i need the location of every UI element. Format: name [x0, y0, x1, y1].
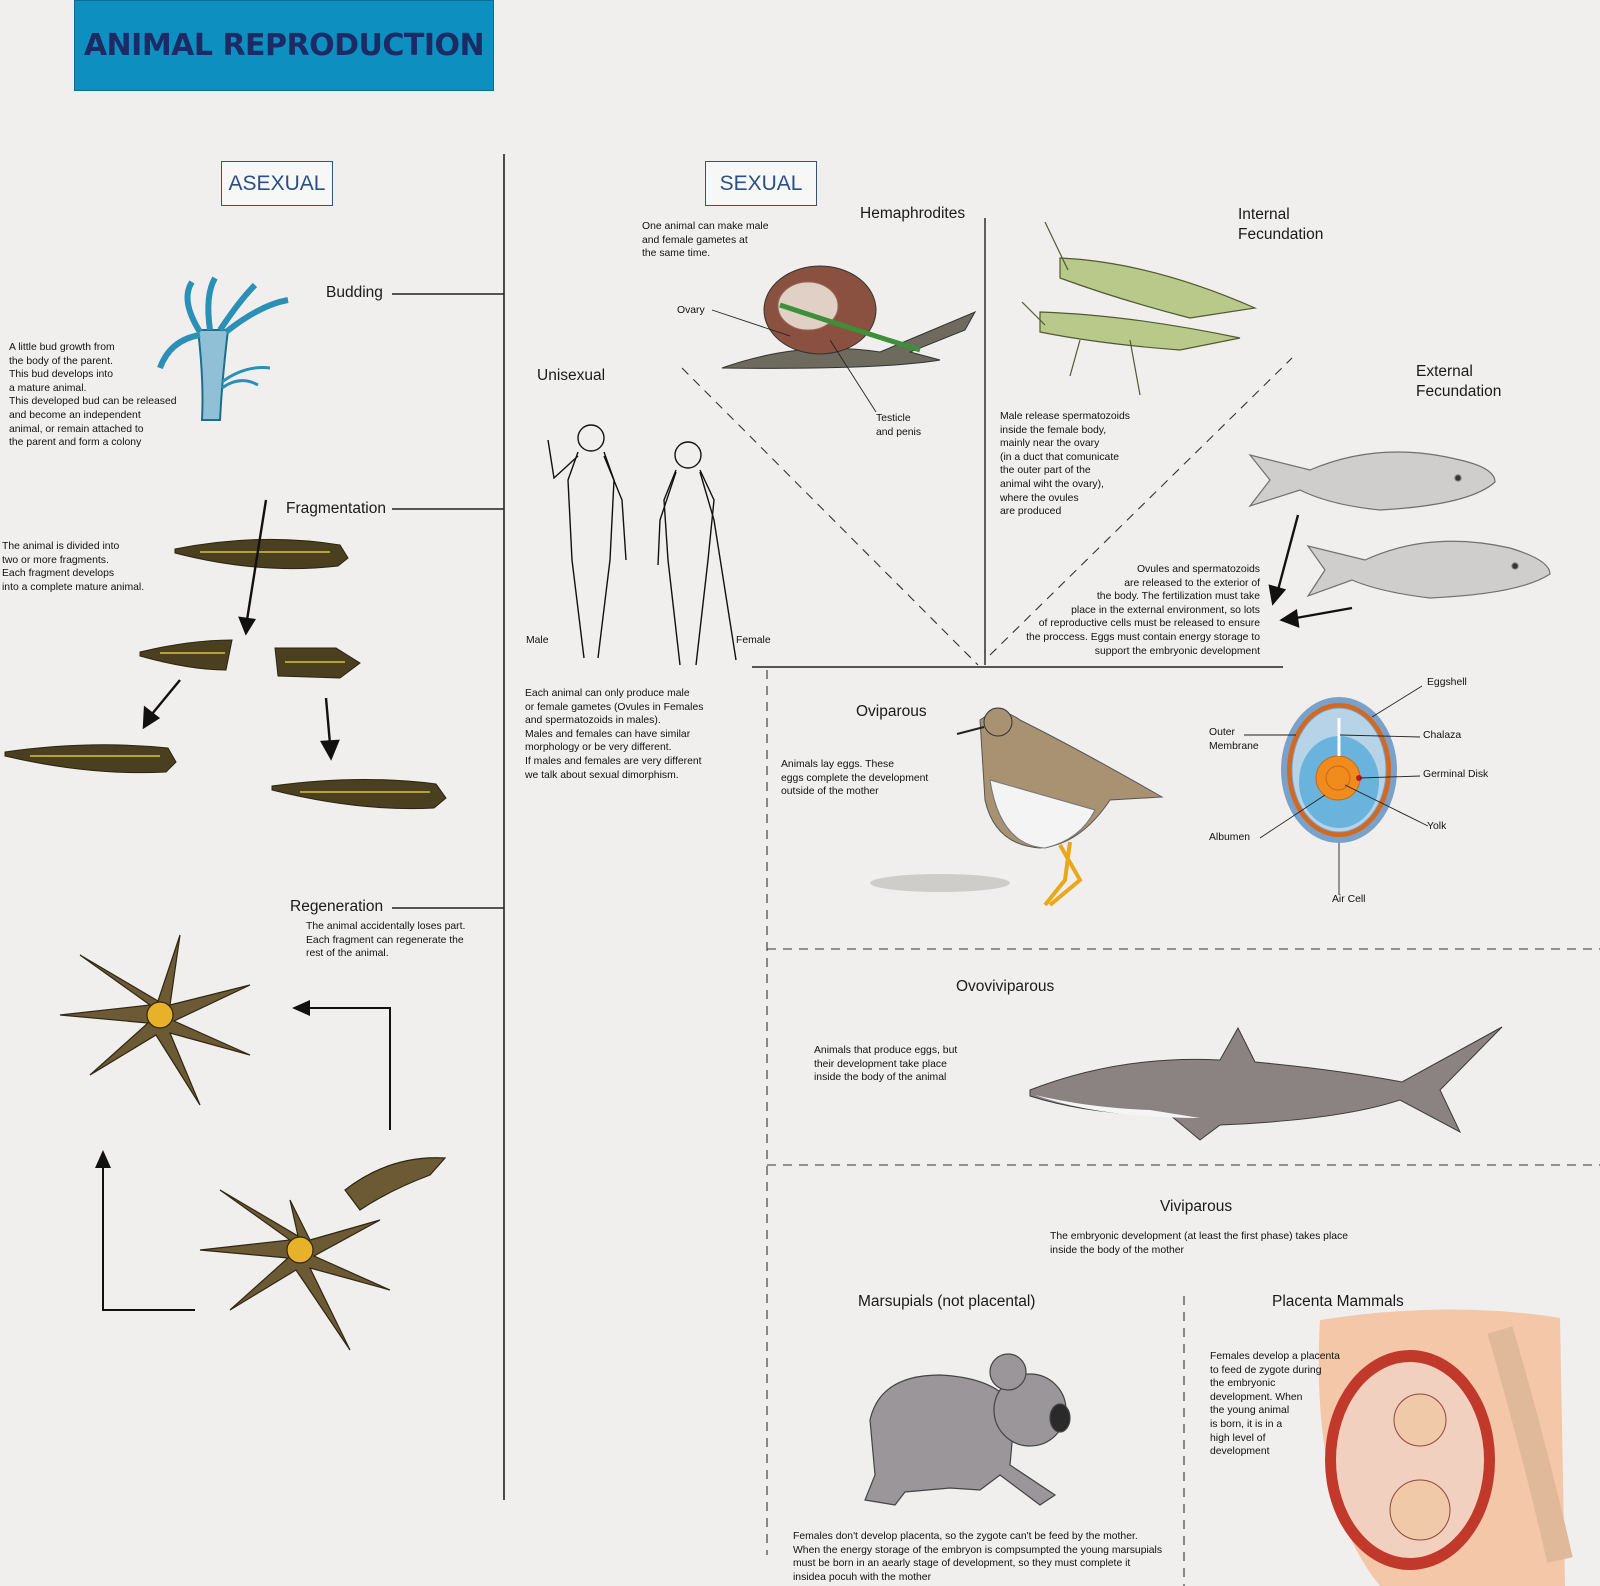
internal-fecundation-heading: Internal Fecundation — [1238, 206, 1324, 243]
chalaza-label: Chalaza — [1423, 730, 1462, 741]
placenta-note: Females develop a placenta to feed de zygote during the embryonic development. When the young animal is born, it is in a high level of development — [1210, 1351, 1340, 1458]
egg-diagram — [1281, 697, 1397, 843]
budding-note: A little bud growth from the body of the parent. This bud develops into a mature animal. This developed bud can be released and become an independent animal, or remain attached to the parent and form a colony — [9, 342, 177, 449]
snail-illustration — [722, 266, 975, 368]
hermaphrodites-note: One animal can make male and female gametes at the same time. — [642, 221, 769, 260]
germinal-disk-label: Germinal Disk — [1423, 769, 1489, 780]
testicle-label: Testicle and penis — [876, 413, 922, 438]
ovoviviparous-heading: Ovoviviparous — [956, 978, 1055, 995]
regeneration-note: The animal accidentally loses part. Each fragment can regenerate the rest of the animal. — [306, 921, 466, 960]
outer-membrane-label: Outer Membrane — [1209, 727, 1259, 752]
yolk-label: Yolk — [1427, 821, 1447, 832]
asexual-category-label: ASEXUAL — [228, 171, 326, 195]
fragmentation-note: The animal is divided into two or more fragments. Each fragment develops into a complete mature animal. — [2, 541, 145, 593]
koala-illustration — [865, 1354, 1070, 1505]
regeneration-heading: Regeneration — [290, 898, 384, 915]
placenta-illustration — [1319, 1309, 1565, 1586]
title-banner — [74, 0, 494, 91]
viviparous-heading: Viviparous — [1160, 1198, 1233, 1215]
marsupials-note: Females don't develop placenta, so the zygote can't be feed by the mother. When the energy storage of the embryon is compsumpted the young marsupials must be born in an aearly stage of development, so they must complete it insidea pocuh with the mother — [793, 1531, 1163, 1583]
fragmentation-heading: Fragmentation — [286, 500, 386, 517]
ovary-label: Ovary — [677, 305, 705, 316]
page-title: ANIMAL REPRODUCTION — [83, 28, 485, 63]
asexual-category-box — [221, 161, 333, 206]
air-cell-label: Air Cell — [1332, 894, 1366, 905]
internal-fecundation-note: Male release spermatozoids inside the female body, mainly near the ovary (in a duct that comunicate the outer part of the animal wiht the ovary), where the ovules are produced — [1000, 411, 1130, 518]
bird-illustration — [870, 708, 1162, 905]
unisexual-note: Each animal can only produce male or female gametes (Ovules in Females and spermatozoids in males). Males and females can have similar morphology or be very different. If males and females are very different we talk about sexual dimorphism. — [525, 688, 704, 781]
human-figures — [548, 425, 736, 665]
regeneration-arrowheads — [95, 1000, 310, 1168]
oviparous-heading: Oviparous — [856, 703, 927, 720]
shark-illustration — [1030, 1027, 1502, 1140]
grasshopper-illustration — [1022, 222, 1255, 395]
hermaphrodites-heading: Hemaphrodites — [860, 205, 966, 222]
male-label: Male — [526, 635, 549, 646]
budding-heading: Budding — [326, 284, 383, 301]
sexual-category-label: SEXUAL — [719, 171, 803, 195]
placenta-heading: Placenta Mammals — [1272, 1293, 1404, 1310]
marsupials-heading: Marsupials (not placental) — [858, 1293, 1036, 1310]
unisexual-heading: Unisexual — [537, 367, 606, 384]
ovoviviparous-note: Animals that produce eggs, but their development take place inside the body of the animal — [814, 1045, 958, 1084]
starfish-illustrations — [60, 935, 445, 1350]
oviparous-note: Animals lay eggs. These eggs complete the development outside of the mother — [781, 759, 929, 798]
eggshell-label: Eggshell — [1427, 677, 1467, 688]
fragmentation-arrows — [144, 500, 338, 758]
external-fecundation-heading: External Fecundation — [1416, 363, 1502, 400]
sexual-category-box — [705, 161, 817, 206]
albumen-label: Albumen — [1209, 832, 1251, 843]
viviparous-note: The embryonic development (at least the first phase) takes place inside the body of the mother — [1050, 1231, 1349, 1256]
female-label: Female — [736, 635, 771, 646]
external-fecundation-note: Ovules and spermatozoids are released to the exterior of the body. The fertilization must take place in the external environment, so lots of reproductive cells must be released to ensure the proccess. Eggs must contain energy storage to support the embryonic development — [1026, 564, 1260, 657]
